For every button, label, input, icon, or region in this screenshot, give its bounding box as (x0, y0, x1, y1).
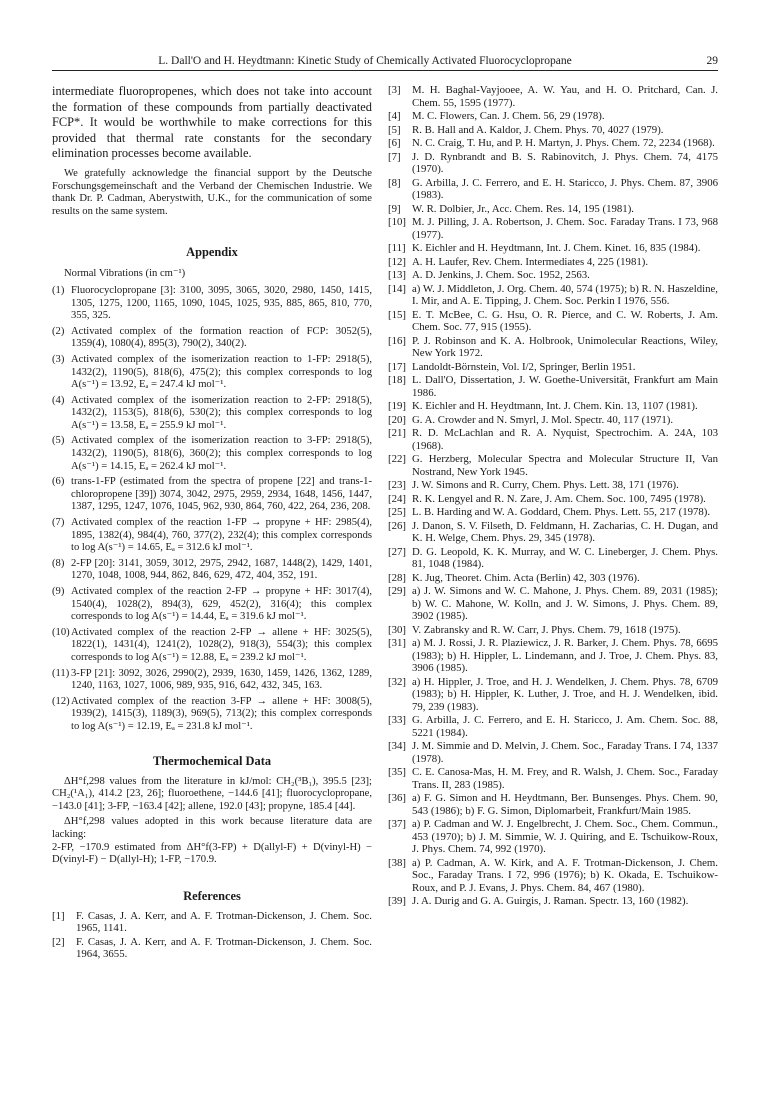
reference-item-text: A. H. Laufer, Rev. Chem. Intermediates 4, 225 (1981). (412, 255, 649, 268)
reference-item (52, 910, 372, 935)
reference-item-text: M. H. Baghal-Vayjooee, A. W. Yau, and H. O. Pritchard, Can. J. Chem. 55, 1595 (1977). (412, 84, 718, 109)
appendix-item (52, 668, 372, 693)
reference-item-text: M. C. Flowers, Can. J. Chem. 56, 29 (1978). (412, 110, 605, 122)
reference-item (388, 453, 718, 478)
reference-item-number: [32] (388, 675, 406, 688)
reference-item (388, 124, 718, 137)
reference-item (388, 84, 718, 109)
reference-item-number: [4] (388, 110, 401, 122)
reference-item-number: [34] (388, 740, 406, 752)
reference-item-number: [22] (388, 453, 406, 465)
reference-item (388, 572, 718, 585)
reference-item-text: V. Zabransky and R. W. Carr, J. Phys. Chem. 79, 1618 (1975). (412, 623, 681, 636)
reference-item-text: M. J. Pilling, J. A. Robertson, J. Chem. Soc. Faraday Trans. I 73, 968 (1977). (412, 216, 718, 241)
reference-item-number: [7] (388, 150, 401, 163)
reference-item-text: a) P. Cadman and W. J. Engelbrecht, J. Chem. Soc., Chem. Commun., 453 (1970); b) J. M. Simmie, W. J. Quiring, and E. Tschuikow-Roux, J. Phys. Chem. 74, 992 (1970). (412, 818, 718, 855)
reference-item-text: R. B. Hall and A. Kaldor, J. Chem. Phys. 70, 4027 (1979). (412, 123, 664, 136)
reference-item-text: G. Arbilla, J. C. Ferrero, and E. H. Staricco, J. Phys. Chem. 87, 3906 (1983). (412, 176, 718, 201)
appendix-item-number: (1) (52, 284, 65, 296)
appendix-item (52, 285, 372, 323)
references-list-right (388, 84, 718, 908)
reference-item-text: J. A. Durig and G. A. Guirgis, J. Raman. Spectr. 13, 160 (1982). (412, 895, 689, 907)
reference-item-text: W. R. Dolbier, Jr., Acc. Chem. Res. 14, 195 (1981). (412, 202, 634, 215)
reference-item-number: [25] (388, 506, 406, 518)
appendix-item (52, 326, 372, 351)
thermo-heading: Thermochemical Data (152, 753, 272, 768)
references-heading: References (183, 888, 241, 903)
acknowledgement: We gratefully acknowledge the financial support by the Deutsche Forschungsgemeinschaft and the Verband der Chemischen Industrie. We thank Dr. P. Cadman, Aberystwith, U.K., for the communication of some results on the same system. (52, 167, 372, 217)
reference-item (388, 818, 718, 856)
reference-item-number: [23] (388, 479, 406, 491)
appendix-item (52, 627, 372, 665)
reference-item-number: [2] (52, 935, 65, 948)
reference-item-text: G. Herzberg, Molecular Spectra and Molecular Structure II, Van Nostrand, New York 1945. (412, 453, 718, 478)
reference-item (388, 740, 718, 765)
page-number: 29 (706, 55, 718, 67)
reference-item-text: L. Dall'O, Dissertation, J. W. Goethe-Universität, Frankfurt am Main 1986. (412, 374, 718, 399)
reference-item-text: K. Eichler and H. Heydtmann, Int. J. Chem. Kinet. 16, 835 (1984). (412, 242, 701, 254)
appendix-item-text: Activated complex of the reaction 2-FP → propyne + HF: 3017(4), 1540(4), 1028(2), 894(3), 629, 452(2), 316(4); this complex corresponds to log A(s⁻¹) = 14.44, Eₐ = 319.6 kJ mol⁻¹. (71, 586, 372, 623)
reference-item-text: G. A. Crowder and N. Smyrl, J. Mol. Spectr. 40, 117 (1971). (412, 413, 674, 426)
appendix-item-text: trans-1-FP (estimated from the spectra of propene [22] and trans-1-chloropropene [39]) 3074, 3042, 2975, 2959, 2934, 1648, 1456, 1447, 1387, 1295, 1247, 1076, 1045, 962, 930, 864, 760, 422, 264, 236, 208. (71, 476, 372, 513)
reference-item (388, 361, 718, 374)
reference-item-text: D. G. Leopold, K. K. Murray, and W. C. Lineberger, J. Chem. Phys. 81, 1048 (1984). (412, 545, 718, 570)
reference-item (388, 309, 718, 334)
reference-item-number: [28] (388, 571, 406, 584)
appendix-item (52, 435, 372, 473)
reference-item-text: R. D. McLachlan and R. A. Nyquist, Spectrochim. A. 24A, 103 (1968). (412, 427, 718, 452)
reference-item-text: C. E. Canosa-Mas, H. M. Frey, and R. Walsh, J. Chem. Soc., Faraday Trans. II, 283 (1985). (412, 766, 718, 791)
reference-item-number: [14] (388, 282, 406, 295)
reference-item-text: K. Jug, Theoret. Chim. Acta (Berlin) 42, 303 (1976). (412, 571, 640, 584)
reference-item-number: [5] (388, 123, 401, 136)
reference-item-number: [31] (388, 637, 406, 649)
reference-item-text: J. M. Simmie and D. Melvin, J. Chem. Soc., Faraday Trans. I 74, 1337 (1978). (412, 740, 718, 765)
appendix-item-number: (5) (52, 435, 65, 447)
reference-item (388, 414, 718, 427)
left-column (52, 84, 372, 962)
appendix-item-text: Fluorocyclopropane [3]: 3100, 3095, 3065, 3020, 2980, 1450, 1415, 1305, 1275, 1200, 1165, 1090, 1045, 1025, 935, 885, 865, 810, 770, 355, 325. (71, 284, 372, 322)
reference-item-number: [15] (388, 308, 406, 321)
appendix-item-number: (2) (52, 325, 65, 337)
reference-item-number: [8] (388, 176, 401, 189)
appendix-item-number: (9) (52, 586, 65, 597)
reference-item-text: Landoldt-Börnstein, Vol. I/2, Springer, Berlin 1951. (412, 360, 636, 373)
reference-item (388, 506, 718, 519)
right-column (388, 84, 718, 909)
appendix-item (52, 395, 372, 433)
appendix-item-number: (12) (52, 695, 70, 707)
thermo-paragraph-2: ΔH°f,298 values adopted in this work because literature data are lacking: (52, 816, 372, 840)
reference-item-text: a) P. Cadman, A. W. Kirk, and A. F. Trotman-Dickenson, J. Chem. Soc., Faraday Trans. I 72, 996 (1976); b) K. Okada, E. Tschuikow-Roux, and P. J. Evans, J. Phys. Chem. 84, 467 (1980). (412, 856, 718, 894)
reference-item-number: [11] (388, 242, 406, 254)
reference-item (388, 203, 718, 216)
reference-item-number: [26] (388, 519, 406, 532)
reference-item-number: [36] (388, 792, 406, 804)
reference-item (388, 427, 718, 452)
appendix-item (52, 696, 372, 734)
reference-item-number: [19] (388, 400, 406, 412)
reference-item-text: a) H. Hippler, J. Troe, and H. J. Wendelken, J. Chem. Phys. 78, 6709 (1983); b) H. Hippler, K. Luther, J. Troe, and H. J. Wendelken, ibid. 79, 239 (1983). (412, 675, 718, 713)
reference-item-text: L. B. Harding and W. A. Goddard, Chem. Phys. Lett. 55, 217 (1978). (412, 506, 711, 518)
reference-item (388, 283, 718, 308)
reference-item-number: [29] (388, 585, 406, 597)
reference-item-text: P. J. Robinson and K. A. Holbrook, Unimolecular Reactions, Wiley, New York 1972. (412, 334, 718, 359)
appendix-item (52, 586, 372, 624)
appendix-item-text: 3-FP [21]: 3092, 3026, 2990(2), 2939, 1630, 1459, 1426, 1362, 1289, 1240, 1163, 1027, 1006, 989, 935, 916, 642, 432, 345, 163. (71, 667, 372, 692)
reference-item (52, 936, 372, 961)
references-list-left (52, 910, 372, 961)
reference-item (388, 374, 718, 399)
reference-item (388, 714, 718, 739)
running-header (52, 54, 718, 71)
reference-item-text: A. D. Jenkins, J. Chem. Soc. 1952, 2563. (412, 269, 590, 281)
appendix-item-text: Activated complex of the reaction 3-FP → allene + HF: 3008(5), 1939(2), 1415(3), 1189(3), 969(5), 713(2); this complex corresponds to log A(s⁻¹) = 12.19, Eₐ = 231.8 kJ mol⁻¹. (71, 695, 372, 732)
reference-item-number: [20] (388, 413, 406, 426)
reference-item-text: J. Danon, S. V. Filseth, D. Feldmann, H. Zacharias, C. H. Dugan, and K. H. Welge, Chem. Phys. 29, 345 (1978). (412, 519, 718, 544)
reference-item (388, 400, 718, 413)
reference-item (388, 546, 718, 571)
appendix-subheading: Normal Vibrations (in cm⁻¹) (64, 268, 186, 280)
reference-item-number: [6] (388, 137, 401, 149)
appendix-item-text: Activated complex of the reaction 1-FP → propyne + HF: 2985(4), 1895, 1382(4), 984(4), 760, 377(2), 232(4); this complex corresponds to log A(s⁻¹) = 14.65, Eₐ = 312.6 kJ mol⁻¹. (71, 517, 372, 554)
reference-item-text: F. Casas, J. A. Kerr, and A. F. Trotman-Dickenson, J. Chem. Soc. 1964, 3655. (76, 935, 372, 961)
appendix-item-text: Activated complex of the isomerization reaction to 2-FP: 2918(5), 1432(2), 1153(5), 818(6), 530(2); this complex corresponds to log A(s⁻¹) = 13.58, Eₐ = 255.9 kJ mol⁻¹. (71, 394, 372, 431)
appendix-item (52, 558, 372, 583)
reference-item-text: a) M. J. Rossi, J. R. Plaziewicz, J. R. Barker, J. Chem. Phys. 78, 6695 (1983); b) H. Hippler, L. Lindemann, and J. Troe, J. Chem. Phys. 83, 3906 (1985). (412, 637, 718, 674)
reference-item (388, 256, 718, 269)
reference-item (388, 493, 718, 506)
reference-item-number: [3] (388, 84, 401, 96)
reference-item (388, 792, 718, 817)
appendix-item-text: Activated complex of the formation reaction of FCP: 3052(5), 1359(4), 1080(4), 895(3), 790(2), 340(2). (71, 325, 372, 350)
reference-item-number: [21] (388, 427, 406, 439)
reference-item (388, 766, 718, 791)
reference-item-number: [38] (388, 856, 406, 869)
reference-item (388, 895, 718, 908)
reference-item (388, 479, 718, 492)
reference-item (388, 676, 718, 714)
appendix-heading: Appendix (186, 245, 238, 260)
thermo-paragraph-3: 2-FP, −170.9 estimated from ΔH°f(3-FP) + D(allyl-F) + D(vinyl-H) − D(vinyl-F) − D(allyl-H); 1-FP, −170.9. (52, 841, 372, 866)
reference-item-text: K. Eichler and H. Heydtmann, Int. J. Chem. Kin. 13, 1107 (1981). (412, 400, 698, 412)
reference-item (388, 520, 718, 545)
appendix-item (52, 517, 372, 555)
reference-item (388, 110, 718, 123)
reference-item-number: [12] (388, 255, 406, 268)
reference-item-number: [37] (388, 818, 406, 830)
reference-item-number: [17] (388, 360, 406, 373)
reference-item (388, 857, 718, 895)
appendix-item (52, 354, 372, 392)
appendix-item-text: Activated complex of the isomerization reaction to 3-FP: 2918(5), 1432(2), 1190(5), 818(6), 360(2); this complex corresponds to log A(s⁻¹) = 14.15, Eₐ = 262.4 kJ mol⁻¹. (71, 435, 372, 472)
reference-item (388, 177, 718, 202)
reference-item-number: [18] (388, 374, 406, 386)
reference-item-text: N. C. Craig, T. Hu, and P. H. Martyn, J. Phys. Chem. 72, 2234 (1968). (412, 137, 715, 149)
appendix-list (52, 285, 372, 734)
appendix-item (52, 476, 372, 514)
reference-item (388, 269, 718, 282)
reference-item-text: a) W. J. Middleton, J. Org. Chem. 40, 574 (1975); b) R. N. Haszeldine, I. Mir, and A. E. Tipping, J. Chem. Soc. Perkin I 1976, 556. (412, 282, 718, 307)
appendix-item-number: (4) (52, 394, 65, 406)
reference-item-number: [35] (388, 766, 406, 778)
reference-item-number: [33] (388, 714, 406, 726)
reference-item-text: E. T. McBee, C. G. Hsu, O. R. Pierce, and C. W. Roberts, J. Am. Chem. Soc. 77, 915 (1955). (412, 308, 718, 333)
reference-item-text: a) F. G. Simon and H. Heydtmann, Ber. Bunsenges. Phys. Chem. 90, 543 (1986); b) F. G. Simon, Diplomarbeit, Frankfurt/Main 1985. (412, 792, 718, 817)
reference-item (388, 335, 718, 360)
appendix-item-number: (8) (52, 557, 65, 569)
reference-item-number: [30] (388, 623, 406, 636)
reference-item-number: [10] (388, 216, 406, 228)
running-title: L. Dall'O and H. Heydtmann: Kinetic Study of Chemically Activated Fluorocyclopropane (158, 55, 572, 67)
reference-item-text: G. Arbilla, J. C. Ferrero, and E. H. Staricco, J. Am. Chem. Soc. 88, 5221 (1984). (412, 714, 718, 739)
reference-item (388, 624, 718, 637)
reference-item (388, 151, 718, 176)
appendix-item-number: (3) (52, 353, 65, 365)
appendix-item-text: Activated complex of the isomerization reaction to 1-FP: 2918(5), 1432(2), 1190(5), 818(6), 475(2); this complex corresponds to log A(s⁻¹) = 13.92, Eₐ = 247.4 kJ mol⁻¹. (71, 353, 372, 391)
reference-item-text: J. D. Rynbrandt and B. S. Rabinovitch, J. Phys. Chem. 74, 4175 (1970). (412, 150, 718, 175)
reference-item (388, 637, 718, 675)
reference-item (388, 216, 718, 241)
appendix-item-number: (7) (52, 517, 65, 529)
reference-item (388, 585, 718, 623)
reference-item-number: [27] (388, 545, 406, 558)
intro-paragraph: intermediate fluoropropenes, which does not take into account the formation of these compounds from partially deactivated FCP*. It would be worthwhile to make corrections for this provided that thermal rate constants for the secondary elimination processes become available. (52, 84, 372, 161)
reference-item-number: [39] (388, 895, 406, 907)
appendix-item-text: 2-FP [20]: 3141, 3059, 3012, 2975, 2942, 1687, 1448(2), 1429, 1401, 1270, 1048, 1008, 944, 862, 846, 629, 472, 404, 352, 191. (71, 557, 372, 582)
reference-item-number: [24] (388, 492, 406, 505)
reference-item (388, 242, 718, 255)
appendix-item-number: (11) (52, 667, 70, 679)
appendix-item-number: (6) (52, 476, 65, 488)
reference-item-number: [1] (52, 909, 65, 922)
reference-item (388, 137, 718, 150)
reference-item-number: [16] (388, 334, 406, 347)
reference-item-text: R. K. Lengyel and R. N. Zare, J. Am. Chem. Soc. 100, 7495 (1978). (412, 492, 706, 505)
appendix-item-number: (10) (52, 626, 70, 638)
thermo-paragraph-1: ΔH°f,298 values from the literature in kJ/mol: CH₂(³B₁), 395.5 [23]; CH₂(¹A₁), 414.2 [23, 26]; fluoroethene, −144.6 [41]; fluorocyclopropane, −143.0 [41]; 3-FP, −163.4 [42]; allene, 192.0 [43]; propyne, 185.4 [44]. (52, 775, 372, 812)
reference-item-text: J. W. Simons and R. Curry, Chem. Phys. Lett. 38, 171 (1976). (412, 479, 679, 491)
reference-item-text: a) J. W. Simons and W. C. Mahone, J. Phys. Chem. 89, 2031 (1985); b) W. C. Mahone, W. Kolln, and J. W. Simons, J. Phys. Chem. 89, 3902 (1985). (412, 585, 718, 622)
appendix-item-text: Activated complex of the reaction 2-FP → allene + HF: 3025(5), 1822(1), 1431(4), 1241(2), 1028(2), 918(3), 554(3); this complex corresponds to log A(s⁻¹) = 12.88, Eₐ = 239.2 kJ mol⁻¹. (71, 626, 372, 663)
reference-item-text: F. Casas, J. A. Kerr, and A. F. Trotman-Dickenson, J. Chem. Soc. 1965, 1141. (76, 909, 372, 935)
reference-item-number: [13] (388, 269, 406, 281)
reference-item-number: [9] (388, 202, 401, 215)
